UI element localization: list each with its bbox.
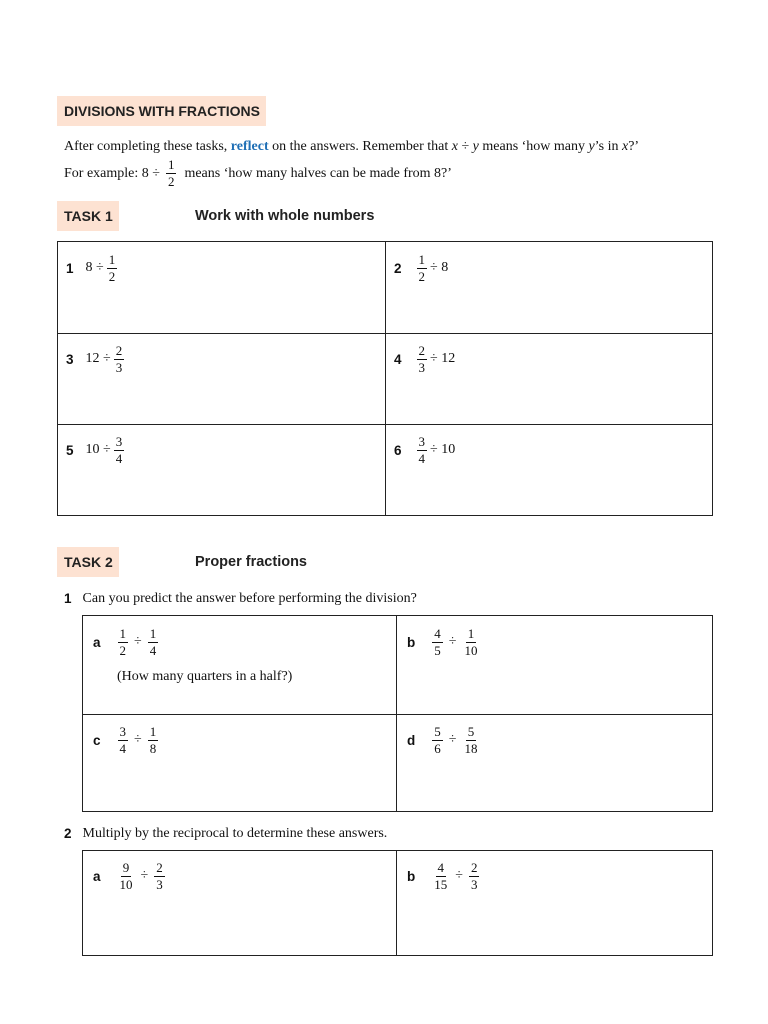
intro-text: After completing these tasks,	[64, 139, 231, 154]
intro-text: means ‘how many	[478, 139, 589, 154]
denominator: 2	[167, 174, 175, 189]
denominator: 3	[115, 359, 123, 375]
item-number: 6	[394, 442, 402, 458]
item-letter: a	[93, 868, 101, 884]
item-letter: d	[407, 732, 416, 748]
grid-divider	[83, 714, 712, 715]
fraction	[107, 253, 118, 284]
denominator: 6	[434, 740, 441, 756]
grid-divider	[58, 333, 712, 334]
task2-q1-item	[93, 723, 161, 757]
question-number: 2	[64, 826, 72, 841]
expr-post: ÷ 12	[430, 351, 456, 366]
question-text: Multiply by the reciprocal to determine these answers.	[82, 826, 388, 841]
numerator: 4	[434, 625, 441, 641]
fraction	[114, 344, 125, 375]
expr-post: ÷ 10	[430, 442, 456, 457]
task1-item	[394, 252, 448, 284]
denominator: 2	[108, 268, 116, 284]
denominator: 2	[418, 268, 426, 284]
denominator: 10	[119, 876, 133, 892]
task2-q1-grid	[82, 615, 713, 812]
fraction	[148, 627, 159, 658]
denominator: 3	[470, 876, 478, 892]
task1-title: Work with whole numbers	[195, 208, 375, 224]
fraction	[432, 725, 443, 756]
div-sign: ÷	[455, 868, 463, 883]
denominator: 3	[156, 876, 163, 892]
section-heading	[57, 96, 266, 126]
numerator: 1	[108, 251, 116, 267]
div-sign: ÷	[448, 732, 457, 747]
task1-label-text: TASK 1	[64, 208, 113, 224]
section-heading-text: DIVISIONS WITH FRACTIONS	[64, 103, 260, 119]
item-number: 1	[66, 260, 74, 276]
fraction	[148, 725, 159, 756]
fraction	[118, 861, 135, 892]
example-suffix: means ‘how many halves can be made from 8?’	[184, 165, 452, 181]
intro-text: ’s in	[594, 139, 622, 154]
fraction	[118, 725, 129, 756]
denominator: 18	[464, 740, 478, 756]
var-x: x	[451, 139, 458, 154]
var-y: y	[588, 139, 595, 154]
denominator: 8	[149, 740, 157, 756]
div-sign: ÷	[448, 634, 457, 649]
numerator: 3	[418, 433, 426, 449]
numerator: 4	[437, 859, 444, 875]
task1-grid	[57, 241, 713, 516]
denominator: 5	[434, 642, 441, 658]
fraction	[469, 861, 480, 892]
var-y: y	[472, 139, 479, 154]
grid-divider	[58, 424, 712, 425]
task1-label	[57, 201, 119, 231]
item-number: 4	[394, 351, 402, 367]
item-letter: a	[93, 634, 101, 650]
numerator: 2	[418, 342, 426, 358]
div-sign: ÷	[134, 732, 142, 747]
div-sign: ÷	[134, 634, 142, 649]
fraction	[114, 435, 125, 466]
denominator: 4	[149, 642, 157, 658]
question-number: 1	[64, 591, 72, 606]
task2-q2-item	[93, 859, 168, 893]
task1-item	[66, 434, 127, 466]
item-letter: b	[407, 634, 416, 650]
numerator: 1	[467, 625, 475, 641]
numerator: 2	[115, 342, 123, 358]
fraction	[432, 627, 443, 658]
item-letter: c	[93, 732, 101, 748]
reflect-keyword: reflect	[230, 139, 269, 154]
fraction	[462, 725, 479, 756]
intro-text: ?’	[628, 139, 640, 154]
fraction	[118, 627, 129, 658]
denominator: 4	[119, 740, 127, 756]
fraction	[462, 627, 479, 658]
item-number: 2	[394, 260, 402, 276]
div-sign: ÷	[140, 868, 149, 883]
numerator: 3	[119, 723, 127, 739]
numerator: 1	[149, 723, 157, 739]
task2-q1-item	[407, 625, 482, 659]
denominator: 15	[434, 876, 448, 892]
numerator: 1	[418, 251, 426, 267]
intro-line	[64, 139, 764, 155]
grid-divider	[385, 242, 386, 515]
numerator: 5	[467, 723, 475, 739]
task2-q1	[64, 591, 417, 607]
fraction	[417, 435, 428, 466]
expr-pre: 10 ÷	[85, 442, 111, 457]
example-line	[64, 158, 452, 189]
denominator: 10	[464, 642, 478, 658]
task1-item	[394, 343, 455, 375]
numerator: 2	[470, 859, 478, 875]
task2-q2-grid	[82, 850, 713, 956]
task2-label	[57, 547, 119, 577]
denominator: 2	[119, 642, 127, 658]
intro-text: on the answers. Remember that	[268, 139, 452, 154]
fraction	[154, 861, 165, 892]
grid-divider	[396, 851, 397, 955]
question-text: Can you predict the answer before performing the division?	[82, 591, 417, 606]
div-sign: ÷	[457, 139, 473, 154]
task1-item	[66, 252, 120, 284]
expr-pre: 12 ÷	[85, 351, 111, 366]
example-fraction	[166, 158, 177, 189]
task2-title: Proper fractions	[195, 554, 307, 570]
task2-label-text: TASK 2	[64, 554, 113, 570]
fraction	[417, 344, 428, 375]
denominator: 4	[418, 450, 426, 466]
fraction	[432, 861, 449, 892]
hint-text: (How many quarters in a half?)	[117, 669, 293, 684]
task2-q2-item	[407, 859, 482, 893]
expr-post: ÷ 8	[430, 260, 449, 275]
task2-q1-item	[93, 625, 161, 659]
numerator: 5	[434, 723, 441, 739]
denominator: 4	[115, 450, 123, 466]
numerator: 1	[167, 157, 175, 172]
numerator: 2	[156, 859, 163, 875]
example-prefix: For example: 8 ÷	[64, 165, 160, 181]
task1-item	[394, 434, 455, 466]
fraction	[417, 253, 428, 284]
expr-pre: 8 ÷	[85, 260, 104, 275]
numerator: 9	[122, 859, 130, 875]
var-x: x	[621, 139, 629, 154]
numerator: 3	[115, 433, 123, 449]
numerator: 1	[119, 625, 127, 641]
item-number: 5	[66, 442, 74, 458]
denominator: 3	[418, 359, 426, 375]
numerator: 1	[149, 625, 157, 641]
item-letter: b	[407, 868, 416, 884]
task2-q1-item	[407, 723, 482, 757]
item-number: 3	[66, 351, 74, 367]
task1-item	[66, 343, 127, 375]
task2-q2	[64, 826, 387, 842]
